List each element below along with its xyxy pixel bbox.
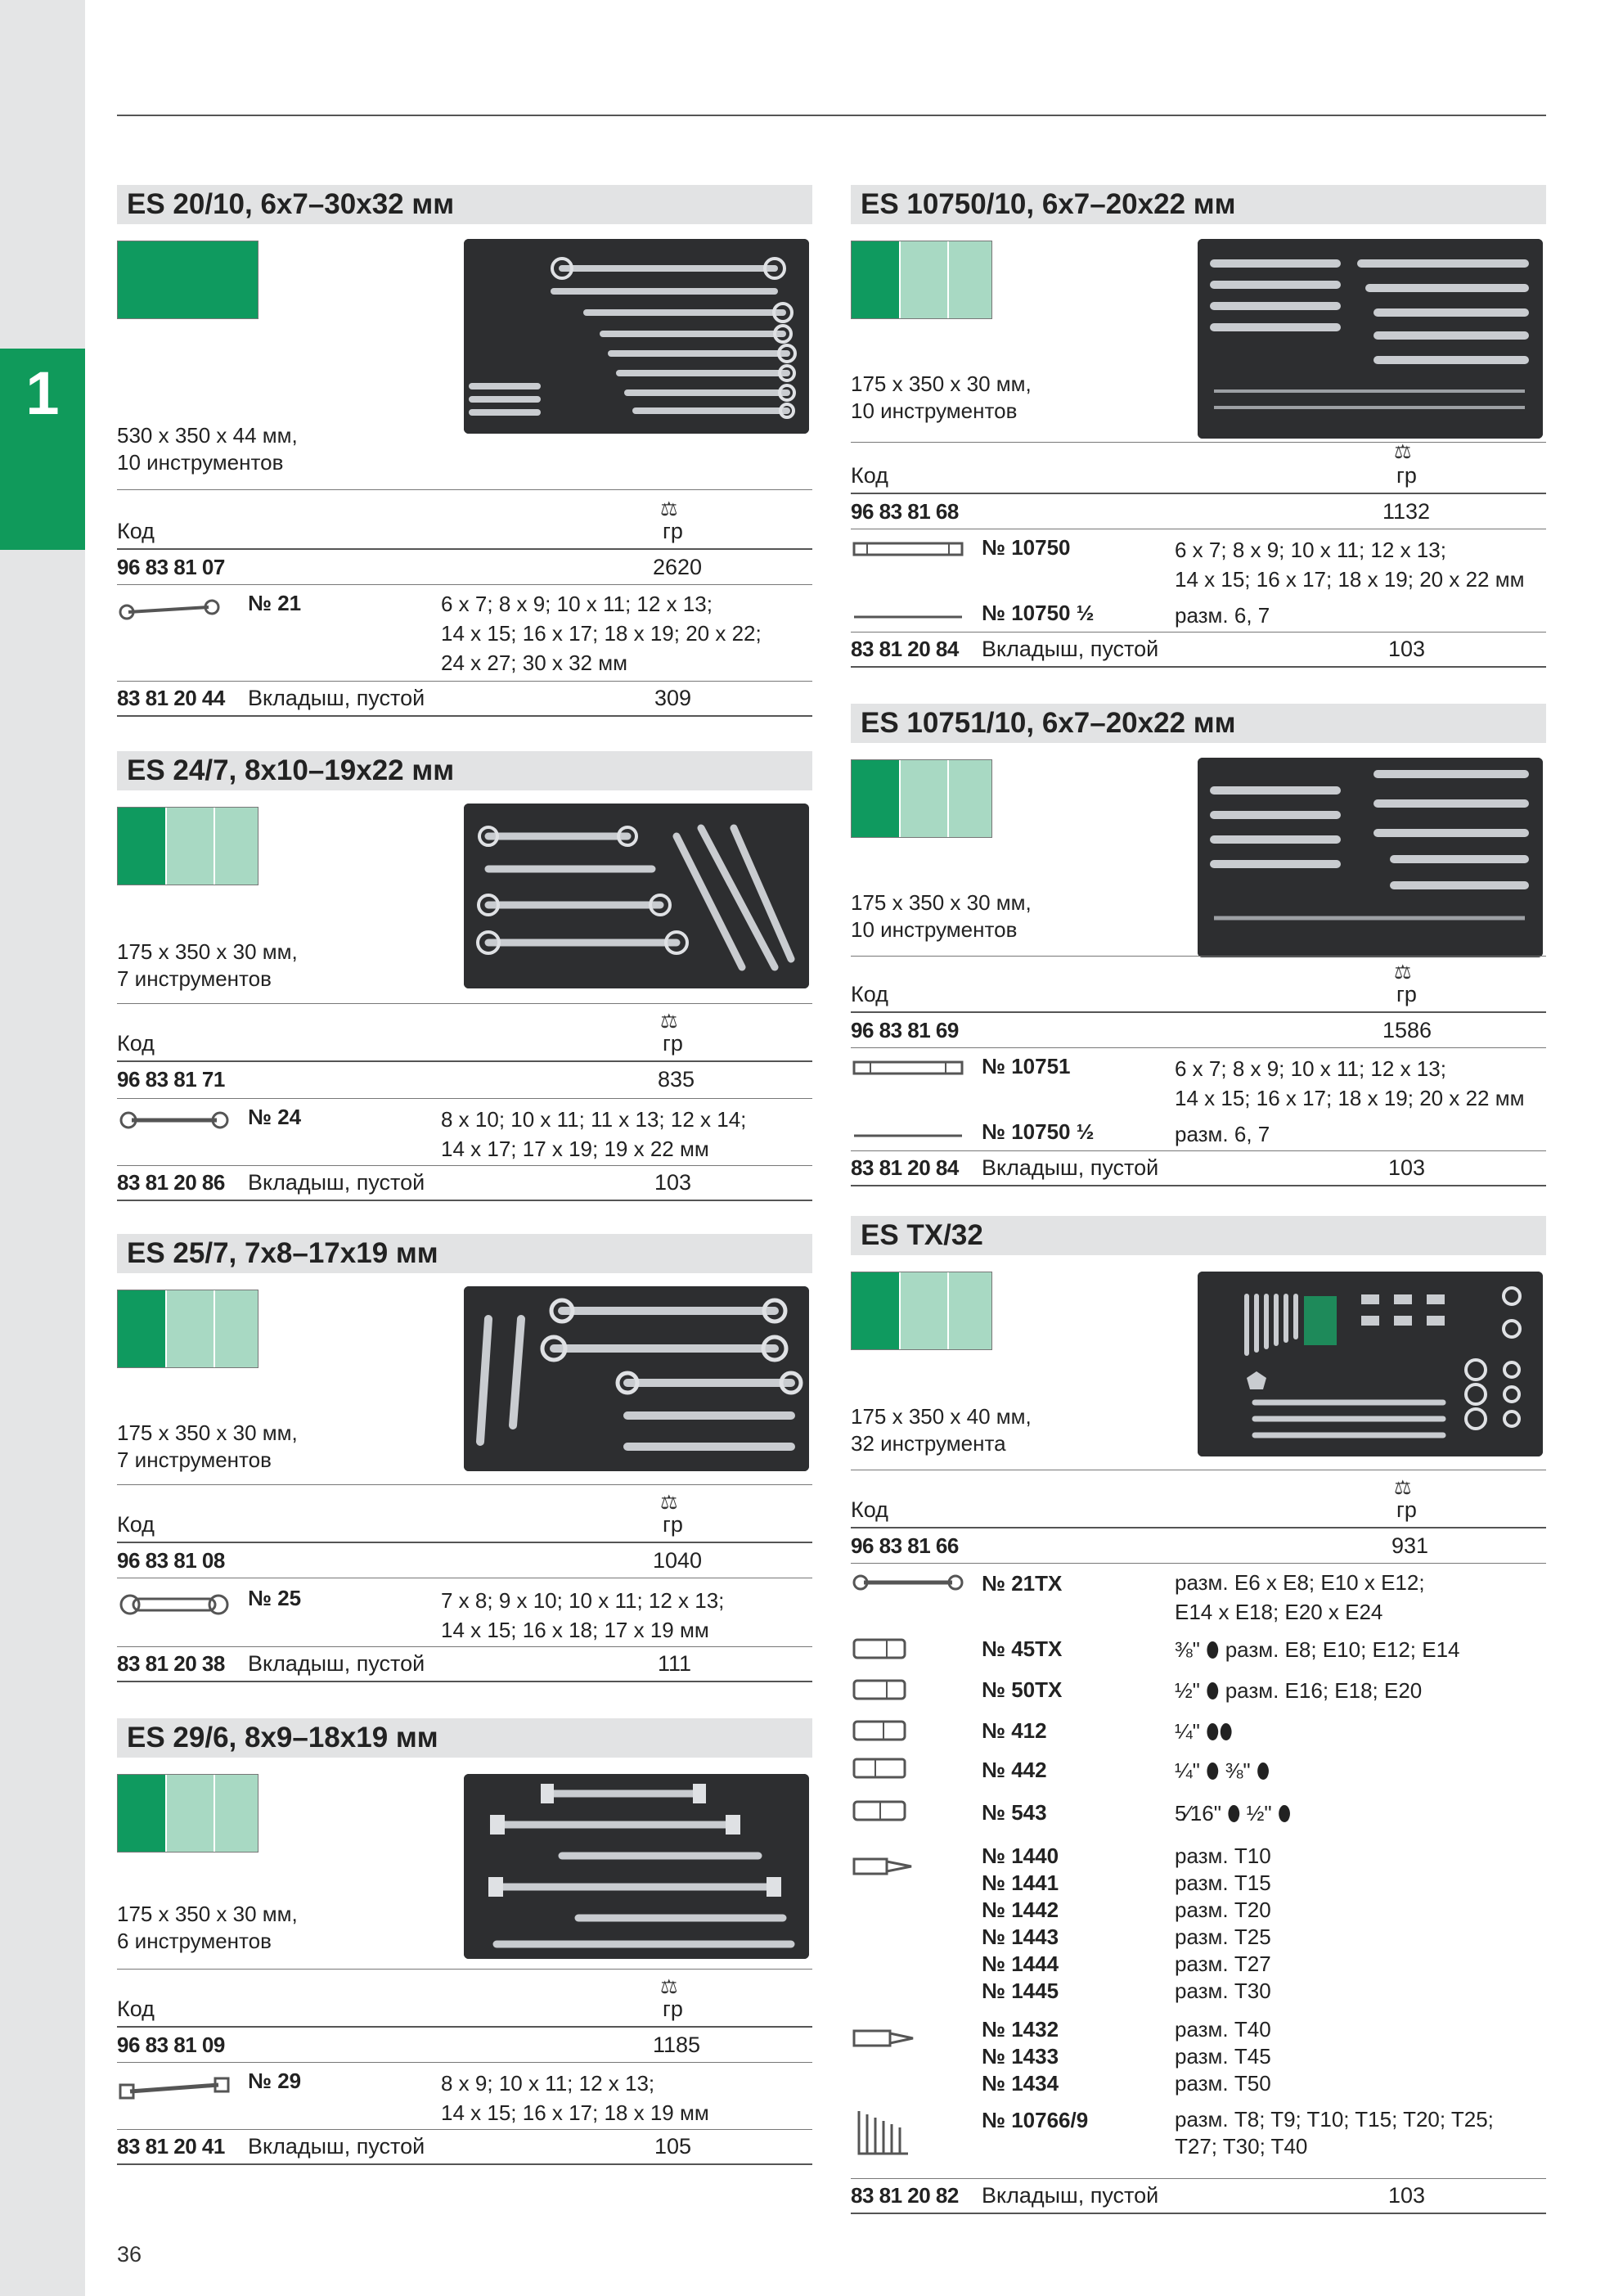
scale-icon: ⚖ <box>660 498 677 520</box>
tool-number: № 25 <box>248 1586 302 1610</box>
tubular-box-wrench-icon <box>851 538 965 561</box>
color-code-bar <box>851 241 992 319</box>
side-strip <box>0 0 85 2296</box>
insert-label: Вкладыш, пустой <box>248 2134 425 2159</box>
tray-photo <box>464 804 809 988</box>
tool-sizes: ¼" ⬮⬮ <box>1175 1719 1233 1744</box>
divider <box>117 2129 812 2130</box>
divider <box>851 666 1546 668</box>
socket-icon <box>851 1799 908 1823</box>
insert-label: Вкладыш, пустой <box>982 637 1159 661</box>
tool-sizes: 6 x 7; 8 x 9; 10 x 11; 12 x 13; 14 x 15; 16 x 17; 18 x 19; 20 x 22 мм <box>1175 538 1525 592</box>
socket-adapter-icon <box>851 1756 908 1781</box>
socket-icon <box>851 1718 908 1743</box>
section-title: ES 25/7, 7x8–17x19 мм <box>117 1234 812 1273</box>
scale-icon: ⚖ <box>1394 1477 1410 1499</box>
insert-weight: 103 <box>1388 1155 1426 1180</box>
tool-sizes: разм. T8; T9; T10; T15; T20; T25; T27; T30; T40 <box>1175 2107 1494 2159</box>
scale-icon: ⚖ <box>1394 441 1410 463</box>
divider <box>117 489 812 490</box>
insert-weight: 309 <box>654 686 692 710</box>
socket-icon <box>851 1636 908 1661</box>
flex-head-wrench-icon <box>117 2073 232 2101</box>
set-code: 96 83 81 69 <box>851 1018 959 1042</box>
tool-number: № 45TX <box>982 1636 1063 1661</box>
tool-number: № 10750 ½ <box>982 601 1095 625</box>
set-weight: 835 <box>658 1067 695 1092</box>
divider <box>117 1060 812 1062</box>
divider <box>117 1646 812 1647</box>
insert-weight: 111 <box>658 1651 692 1676</box>
divider <box>117 584 812 585</box>
tool-sizes: 7 x 8; 9 x 10; 10 x 11; 12 x 13; 14 x 15; 16 x 18; 17 x 19 мм <box>441 1588 725 1642</box>
set-es-tx-32 <box>851 1216 1546 2208</box>
dimensions: 175 x 350 x 40 мм, 32 инструмента <box>851 1404 1032 1456</box>
set-code: 96 83 81 07 <box>117 555 225 579</box>
tool-sizes: разм. E6 x E8; E10 x E12; E14 x E18; E20 x E24 <box>1175 1570 1425 1624</box>
code-header: Код <box>851 982 888 1006</box>
tool-number: № 29 <box>248 2069 302 2093</box>
tool-number: № 50TX <box>982 1677 1063 1702</box>
code-header: Код <box>851 1497 888 1522</box>
divider <box>851 956 1546 957</box>
set-weight: 2620 <box>653 555 703 579</box>
color-code-bar <box>117 241 259 319</box>
weight-unit: гр <box>1396 463 1417 488</box>
tool-sizes: 8 x 10; 10 x 11; 11 x 13; 12 x 14; 14 x 17; 17 x 19; 19 x 22 мм <box>441 1107 747 1161</box>
divider <box>117 1969 812 1970</box>
divider <box>851 1563 1546 1564</box>
set-es-29-6 <box>117 1718 812 2177</box>
tommy-bar-icon <box>851 612 965 622</box>
tray-photo <box>1198 239 1543 439</box>
set-code: 96 83 81 71 <box>117 1067 225 1092</box>
set-es-20-10 <box>117 185 812 717</box>
set-code: 96 83 81 09 <box>117 2033 225 2057</box>
tray-photo <box>464 1774 809 1959</box>
insert-code: 83 81 20 84 <box>851 637 959 661</box>
divider <box>117 2026 812 2028</box>
tool-sizes: ½" ⬮ разм. E16; E18; E20 <box>1175 1678 1423 1703</box>
set-weight: 1185 <box>653 2033 701 2057</box>
tool-number: № 412 <box>982 1718 1047 1743</box>
divider <box>851 1011 1546 1013</box>
dimensions: 530 x 350 x 44 мм, 10 инструментов <box>117 423 298 475</box>
divider <box>117 1542 812 1543</box>
tool-number: № 10766/9 <box>982 2108 1089 2132</box>
section-title: ES TX/32 <box>851 1216 1546 1255</box>
divider <box>117 548 812 550</box>
color-code-bar <box>851 1272 992 1350</box>
set-weight: 931 <box>1391 1533 1429 1558</box>
tubular-box-wrench-icon <box>851 1057 965 1080</box>
divider <box>117 1681 812 1682</box>
divider <box>851 1185 1546 1186</box>
dimensions: 175 x 350 x 30 мм, 6 инструментов <box>117 1902 298 1953</box>
insert-code: 83 81 20 86 <box>117 1170 225 1195</box>
divider <box>851 493 1546 494</box>
hex-key-set-icon <box>851 2108 916 2162</box>
set-es-10751-10 <box>851 704 1546 1195</box>
insert-weight: 103 <box>1388 2183 1426 2208</box>
divider <box>117 1098 812 1099</box>
set-code: 96 83 81 66 <box>851 1533 959 1558</box>
divider <box>117 715 812 717</box>
divider <box>851 632 1546 633</box>
insert-label: Вкладыш, пустой <box>982 2183 1159 2208</box>
top-rule <box>117 115 1546 116</box>
tool-sizes: ¼" ⬮ ⅜" ⬮ <box>1175 1758 1270 1783</box>
set-code: 96 83 81 08 <box>117 1548 225 1573</box>
weight-unit: гр <box>1396 1497 1417 1522</box>
insert-weight: 105 <box>654 2134 692 2159</box>
divider <box>851 2213 1546 2214</box>
tray-photo <box>1198 1272 1543 1456</box>
double-end-wrench-icon <box>117 1108 232 1132</box>
tool-number: № 21TX <box>982 1571 1063 1596</box>
section-title: ES 29/6, 8x9–18x19 мм <box>117 1718 812 1758</box>
divider <box>117 681 812 682</box>
divider <box>117 1003 812 1004</box>
divider <box>851 1047 1546 1048</box>
tool-sizes: ⅜" ⬮ разм. E8; E10; E12; E14 <box>1175 1637 1460 1662</box>
tool-sizes-group: разм. T10 разм. T15 разм. T20 разм. T25 разм. T27 разм. T30 <box>1175 1844 1271 2003</box>
scale-icon: ⚖ <box>660 1492 677 1514</box>
tool-number: № 442 <box>982 1758 1047 1782</box>
divider <box>117 2163 812 2165</box>
tool-number: № 10750 <box>982 535 1071 560</box>
insert-label: Вкладыш, пустой <box>248 686 425 710</box>
weight-unit: гр <box>663 1512 683 1537</box>
weight-unit: гр <box>663 1997 683 2021</box>
section-title: ES 24/7, 8x10–19x22 мм <box>117 751 812 790</box>
insert-code: 83 81 20 44 <box>117 686 225 710</box>
torx-ring-wrench-icon <box>851 1573 965 1592</box>
bit-icon <box>851 1854 916 1879</box>
code-header: Код <box>117 1512 155 1537</box>
insert-label: Вкладыш, пустой <box>248 1170 425 1195</box>
tool-number: № 10750 ½ <box>982 1119 1095 1144</box>
code-header: Код <box>117 1031 155 1056</box>
socket-icon <box>851 1677 908 1702</box>
tray-photo <box>464 239 809 434</box>
set-code: 96 83 81 68 <box>851 499 959 524</box>
weight-unit: гр <box>663 519 683 543</box>
tool-number: № 10751 <box>982 1054 1071 1078</box>
insert-weight: 103 <box>1388 637 1426 661</box>
chapter-number: 1 <box>25 359 60 427</box>
section-title: ES 10750/10, 6x7–20x22 мм <box>851 185 1546 224</box>
divider <box>851 2178 1546 2179</box>
divider <box>851 1527 1546 1528</box>
set-weight: 1132 <box>1382 499 1431 524</box>
color-code-bar <box>851 759 992 838</box>
page-number: 36 <box>117 2242 142 2267</box>
tool-number-group: № 1440 № 1441 № 1442 № 1443 № 1444 № 1445 <box>982 1844 1059 2003</box>
tool-number: № 543 <box>982 1800 1047 1825</box>
dimensions: 175 x 350 x 30 мм, 10 инструментов <box>851 890 1032 942</box>
set-es-10750-10 <box>851 185 1546 676</box>
dimensions: 175 x 350 x 30 мм, 7 инструментов <box>117 1420 298 1472</box>
set-weight: 1040 <box>653 1548 703 1573</box>
insert-code: 83 81 20 38 <box>117 1651 225 1676</box>
scale-icon: ⚖ <box>660 1011 677 1033</box>
bit-icon <box>851 2026 916 2051</box>
set-weight: 1586 <box>1382 1018 1432 1042</box>
tool-sizes: разм. 6, 7 <box>1175 1122 1270 1146</box>
set-es-24-7 <box>117 751 812 1201</box>
set-es-25-7 <box>117 1234 812 1684</box>
scale-icon: ⚖ <box>660 1976 677 1998</box>
code-header: Код <box>117 519 155 543</box>
divider <box>117 1484 812 1485</box>
weight-unit: гр <box>1396 982 1417 1006</box>
code-header: Код <box>851 463 888 488</box>
tray-photo <box>464 1286 809 1471</box>
tool-sizes: 6 x 7; 8 x 9; 10 x 11; 12 x 13; 14 x 15; 16 x 17; 18 x 19; 20 x 22; 24 x 27; 30 x 32 мм <box>441 592 762 675</box>
insert-label: Вкладыш, пустой <box>982 1155 1159 1180</box>
insert-code: 83 81 20 41 <box>117 2134 225 2159</box>
tool-sizes: 6 x 7; 8 x 9; 10 x 11; 12 x 13; 14 x 15; 16 x 17; 18 x 19; 20 x 22 мм <box>1175 1056 1525 1110</box>
ratchet-ring-wrench-icon <box>117 1591 232 1618</box>
color-code-bar <box>117 807 259 885</box>
tool-number-group: № 1432 № 1433 № 1434 <box>982 2017 1059 2096</box>
code-header: Код <box>117 1997 155 2021</box>
divider <box>117 1165 812 1166</box>
divider <box>117 2062 812 2063</box>
divider <box>851 1150 1546 1151</box>
dimensions: 175 x 350 x 30 мм, 7 инструментов <box>117 939 298 991</box>
section-title: ES 20/10, 6x7–30x32 мм <box>117 185 812 224</box>
insert-label: Вкладыш, пустой <box>248 1651 425 1676</box>
scale-icon: ⚖ <box>1394 961 1410 984</box>
tool-number: № 21 <box>248 591 302 615</box>
tool-sizes: разм. 6, 7 <box>1175 603 1270 628</box>
combination-wrench-icon <box>117 597 223 622</box>
divider <box>851 442 1546 443</box>
color-code-bar <box>117 1290 259 1368</box>
tool-sizes-group: разм. T40 разм. T45 разм. T50 <box>1175 2017 1271 2096</box>
weight-unit: гр <box>663 1031 683 1056</box>
tool-sizes: 5⁄16" ⬮ ½" ⬮ <box>1175 1801 1292 1826</box>
divider <box>117 1200 812 1201</box>
tool-sizes: 8 x 9; 10 x 11; 12 x 13; 14 x 15; 16 x 17; 18 x 19 мм <box>441 2071 709 2125</box>
color-code-bar <box>117 1774 259 1853</box>
tray-photo <box>1198 758 1543 957</box>
tool-number: № 24 <box>248 1105 302 1129</box>
section-title: ES 10751/10, 6x7–20x22 мм <box>851 704 1546 743</box>
insert-weight: 103 <box>654 1170 692 1195</box>
dimensions: 175 x 350 x 30 мм, 10 инструментов <box>851 371 1032 423</box>
insert-code: 83 81 20 84 <box>851 1155 959 1180</box>
tommy-bar-icon <box>851 1131 965 1141</box>
insert-code: 83 81 20 82 <box>851 2183 959 2208</box>
